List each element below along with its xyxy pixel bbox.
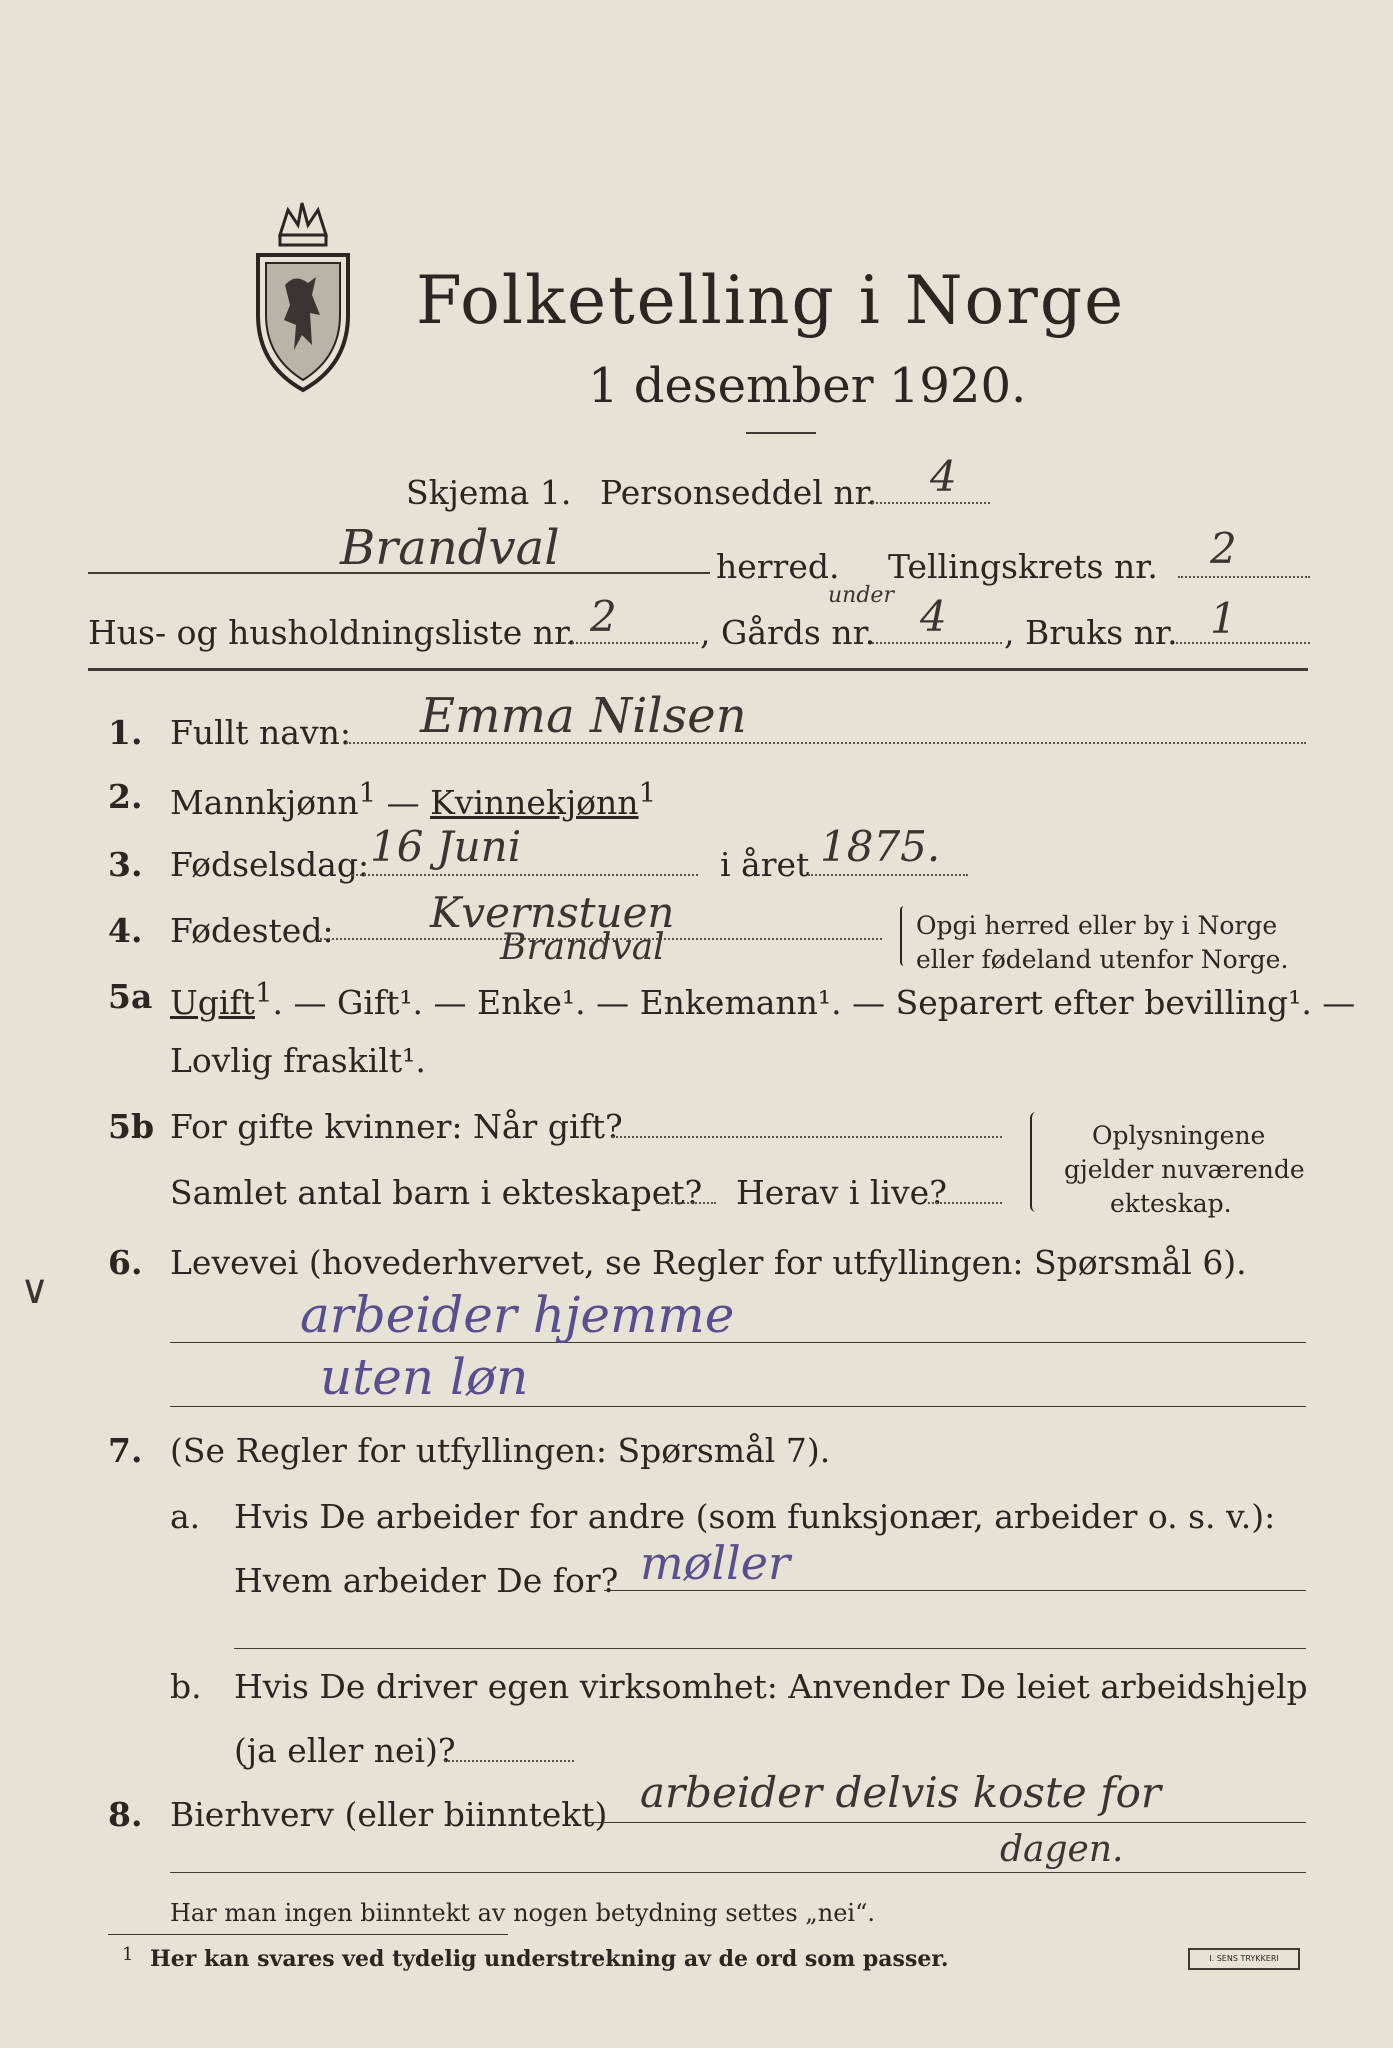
q5a-line2: Lovlig fraskilt¹.: [170, 1041, 426, 1080]
q7a-line2: [234, 1648, 1306, 1649]
bruks-label: , Bruks nr.: [1004, 613, 1178, 652]
q6-answer1: arbeider hjemme: [300, 1286, 735, 1344]
q3-year-line: [808, 874, 968, 876]
q3-line: [352, 874, 698, 876]
bruks-value: 1: [1210, 594, 1237, 643]
q2-number: 2.: [108, 777, 143, 816]
q3-answer: 16 Juni: [370, 822, 522, 871]
q8-answer1: arbeider delvis koste for: [640, 1768, 1161, 1817]
coat-of-arms-icon: [250, 195, 355, 395]
form-date: 1 desember 1920.: [588, 358, 1027, 414]
printer-stamp-text: I. SENS TRYKKERI: [1209, 1954, 1279, 1963]
q2-male: Mannkjønn: [170, 783, 359, 822]
hus-value: 2: [590, 592, 617, 641]
tellingskrets-line: [1178, 576, 1310, 578]
q5b-number: 5b: [108, 1107, 155, 1146]
q8-label: Bierhverv (eller biinntekt): [170, 1795, 608, 1834]
title-divider: [746, 432, 816, 434]
gards-line: [872, 642, 1002, 644]
schema-label: Skjema 1.: [406, 473, 572, 512]
q7a-question: Hvem arbeider De for?: [234, 1561, 619, 1600]
q4-label: Fødested:: [170, 911, 334, 950]
footer-divider: [108, 1934, 508, 1935]
form-title: Folketelling i Norge: [416, 262, 1126, 339]
q5b-note1: Oplysningene: [1092, 1121, 1266, 1150]
q3-year: 1875.: [820, 822, 941, 871]
q1-answer: Emma Nilsen: [420, 688, 747, 744]
hus-label: Hus- og husholdningsliste nr.: [88, 613, 577, 652]
q5a-number: 5a: [108, 977, 153, 1016]
q5b-line1-dots: [612, 1136, 1002, 1138]
q2-sep: —: [376, 783, 431, 822]
bruks-line: [1176, 642, 1310, 644]
q1-number: 1.: [108, 713, 143, 752]
gards-label: , Gårds nr.: [700, 613, 876, 652]
section-divider: [88, 668, 1308, 671]
footer-note: Har man ingen biinntekt av nogen betydning settes „nei“.: [170, 1899, 875, 1927]
q7-number: 7.: [108, 1431, 143, 1470]
q4-answer2: Brandval: [500, 927, 665, 968]
q3-year-label: i året: [720, 845, 810, 884]
q8-line2: [170, 1872, 1306, 1873]
tellingskrets-label: Tellingskrets nr.: [888, 547, 1158, 586]
q5b-note3: ekteskap.: [1110, 1189, 1232, 1218]
gards-value: 4: [920, 592, 947, 641]
herred-label: herred.: [716, 547, 840, 586]
q4-note1: Opgi herred eller by i Norge: [916, 911, 1278, 940]
q8-answer2: dagen.: [1000, 1829, 1124, 1870]
q7b-line: [444, 1760, 574, 1762]
q5a-rest: . — Gift¹. — Enke¹. — Enkemann¹. — Separert efter bevilling¹. —: [272, 983, 1356, 1022]
q7b-question: (ja eller nei)?: [234, 1731, 456, 1770]
herred-value: Brandval: [340, 520, 560, 576]
q4-note-brace: [900, 906, 910, 966]
q7a-text: Hvis De arbeider for andre (som funksjonær, arbeider o. s. v.):: [234, 1497, 1276, 1536]
personseddel-value: 4: [930, 452, 957, 501]
q7a-letter: a.: [170, 1497, 201, 1536]
q6-label: Levevei (hovederhvervet, se Regler for utfyllingen: Spørsmål 6).: [170, 1243, 1247, 1282]
q4-number: 4.: [108, 911, 143, 950]
personseddel-label: Personseddel nr.: [600, 473, 878, 512]
q5b-line1: For gifte kvinner: Når gift?: [170, 1107, 623, 1146]
q8-number: 8.: [108, 1795, 143, 1834]
q5a-ugift: Ugift: [170, 983, 255, 1022]
q7b-letter: b.: [170, 1667, 202, 1706]
q5b-line2a: Samlet antal barn i ekteskapet?: [170, 1173, 703, 1212]
q4-answer1: Kvernstuen: [430, 888, 675, 937]
q4-note2: eller fødeland utenfor Norge.: [916, 945, 1289, 974]
q5b-note-brace: [1030, 1112, 1042, 1212]
footnote-mark: 1: [122, 1944, 134, 1965]
footnote-text: Her kan svares ved tydelig understrekning av de ord som passer.: [150, 1946, 949, 1972]
q7a-answer: møller: [640, 1536, 790, 1590]
personseddel-line: [860, 502, 990, 504]
gards-note: under: [828, 583, 894, 608]
q7b-text: Hvis De driver egen virksomhet: Anvender De leiet arbeidshjelp: [234, 1667, 1308, 1706]
q1-label: Fullt navn:: [170, 713, 351, 752]
hus-line: [560, 642, 698, 644]
q5b-note2: gjelder nuværende: [1064, 1155, 1305, 1184]
q5a-text: Ugift$^1$. — Gift¹. — Enke¹. — Enkemann¹. — Separert efter bevilling¹. —: [170, 977, 1356, 1022]
q3-label: Fødselsdag:: [170, 845, 370, 884]
tellingskrets-value: 2: [1210, 524, 1237, 573]
q6-line2: [170, 1406, 1306, 1407]
margin-check-mark: ∨: [20, 1267, 50, 1313]
q3-number: 3.: [108, 845, 143, 884]
q2-text: Mannkjønn$^1$ — Kvinnekjønn$^1$: [170, 777, 657, 822]
q7a-line1: [604, 1590, 1306, 1591]
q5b-line2a-dots: [656, 1202, 716, 1204]
q2-female: Kvinnekjønn: [430, 783, 639, 822]
q6-answer2: uten løn: [320, 1348, 529, 1406]
q5b-line2b: Herav i live?: [736, 1173, 947, 1212]
q7-label: (Se Regler for utfyllingen: Spørsmål 7).: [170, 1431, 831, 1470]
printer-stamp: [1188, 1948, 1300, 1970]
q6-number: 6.: [108, 1243, 143, 1282]
q5b-line2b-dots: [928, 1202, 1002, 1204]
q8-line1: [588, 1822, 1306, 1823]
